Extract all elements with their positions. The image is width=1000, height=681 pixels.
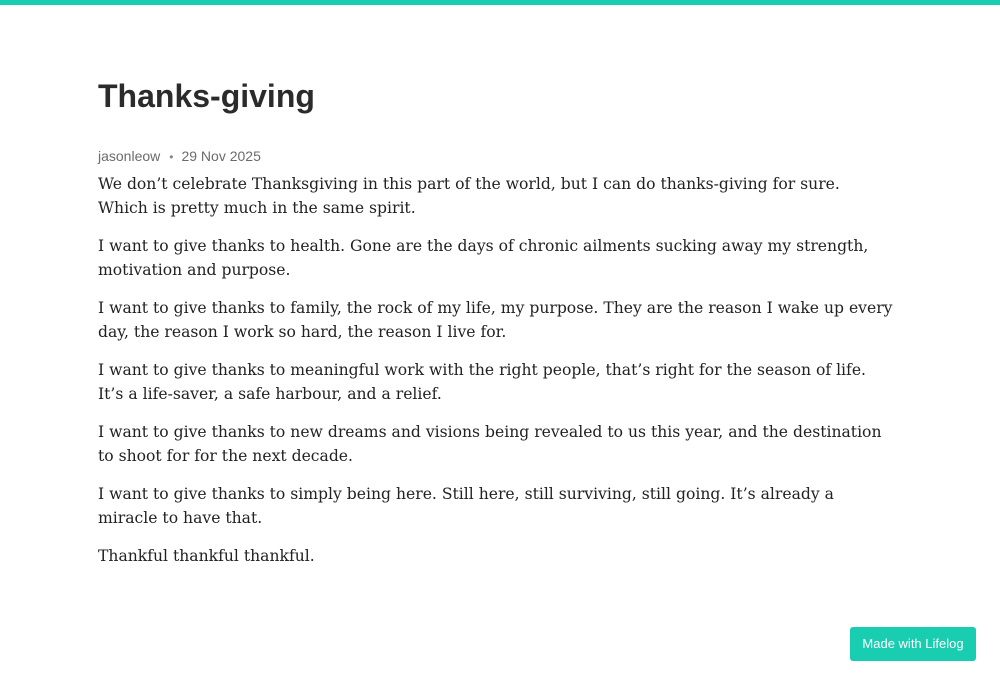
paragraph: We don’t celebrate Thanksgiving in this part of the world, but I can do thanks-giving for sure. Which is pretty much in the same spirit. — [98, 175, 840, 217]
post-meta — [98, 147, 261, 166]
post-body — [98, 172, 893, 582]
post-date: 29 Nov 2025 — [181, 148, 261, 164]
paragraph: I want to give thanks to simply being here. Still here, still surviving, still going. It’s already a miracle to have that. — [98, 485, 834, 527]
made-with-lifelog-button[interactable]: Made with Lifelog — [850, 627, 976, 661]
author-link[interactable]: jasonleow — [98, 148, 161, 164]
paragraph: I want to give thanks to meaningful work with the right people, that’s right for the season of life. It’s a life-saver, a safe harbour, and a relief. — [98, 361, 866, 403]
post-title: Thanks-giving — [98, 78, 315, 114]
paragraph: I want to give thanks to health. Gone are the days of chronic ailments sucking away my strength, motivation and purpose. — [98, 237, 869, 279]
paragraph: Thankful thankful thankful. — [98, 547, 315, 565]
paragraph: I want to give thanks to family, the rock of my life, my purpose. They are the reason I wake up every day, the reason I work so hard, the reason I live for. — [98, 299, 893, 341]
paragraph: I want to give thanks to new dreams and visions being revealed to us this year, and the destination to shoot for for the next decade. — [98, 423, 882, 465]
top-accent-bar — [0, 0, 1000, 5]
meta-separator: • — [169, 150, 174, 164]
